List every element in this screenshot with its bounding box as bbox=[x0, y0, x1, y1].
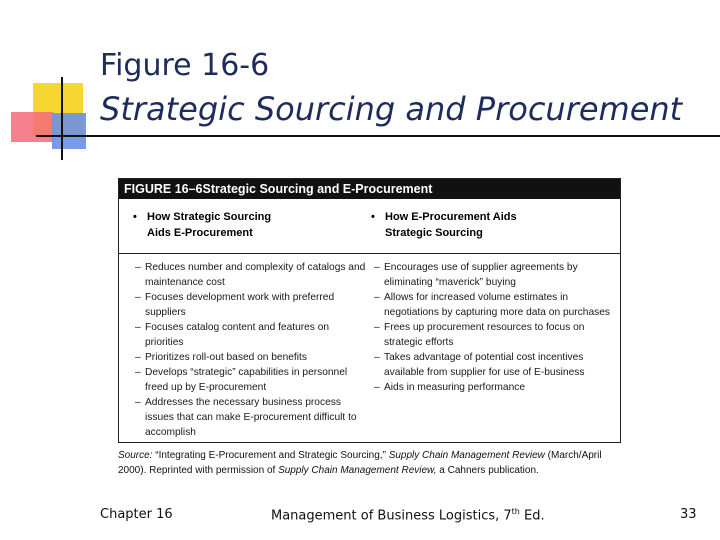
list-item-text: Focuses development work with preferred suppliers bbox=[145, 292, 335, 318]
dash-icon: – bbox=[135, 322, 141, 333]
list-item-text: Frees up procurement resources to focus on strategic efforts bbox=[384, 322, 585, 348]
list-item-text: Aids in measuring performance bbox=[384, 382, 525, 393]
list-item bbox=[372, 320, 612, 350]
list-item-text: Takes advantage of potential cost incentives available from supplier for use of E-business bbox=[384, 352, 585, 378]
dash-icon: – bbox=[374, 382, 380, 393]
footer-book-title bbox=[271, 507, 545, 523]
source-journal: Supply Chain Management Review, bbox=[278, 465, 437, 476]
logo-vertical-line bbox=[61, 77, 63, 160]
left-heading-line1: How Strategic Sourcing bbox=[147, 211, 272, 223]
slide-subtitle: Strategic Sourcing and Procurement bbox=[100, 90, 683, 128]
list-item-text: Encourages use of supplier agreements by eliminating “maverick” buying bbox=[384, 262, 578, 288]
bullet-icon: • bbox=[133, 211, 137, 223]
left-heading-line2: Aids E-Procurement bbox=[147, 227, 253, 239]
page-number: 33 bbox=[680, 507, 697, 522]
list-item bbox=[133, 395, 367, 440]
list-item bbox=[372, 350, 612, 380]
logo-red-square bbox=[11, 112, 53, 142]
slide-title: Figure 16-6 bbox=[100, 48, 270, 83]
list-item bbox=[133, 350, 367, 365]
dash-icon: – bbox=[135, 397, 141, 408]
source-text: a Cahners publication. bbox=[436, 465, 539, 476]
source-citation bbox=[118, 448, 628, 478]
footer-book-end: Ed. bbox=[519, 508, 545, 524]
list-item bbox=[133, 290, 367, 320]
logo-blue-square bbox=[52, 113, 86, 149]
dash-icon: – bbox=[374, 262, 380, 273]
list-item bbox=[372, 380, 612, 395]
left-column bbox=[133, 260, 367, 440]
right-column bbox=[372, 260, 612, 395]
list-item-text: Develops “strategic” capabilities in personnel freed up by E-procurement bbox=[145, 367, 348, 393]
right-heading-line1: How E-Procurement Aids bbox=[385, 211, 517, 223]
dash-icon: – bbox=[374, 322, 380, 333]
list-item-text: Addresses the necessary business process issues that can make E-procurement difficult to accomplish bbox=[145, 397, 357, 438]
title-underline bbox=[36, 135, 720, 137]
dash-icon: – bbox=[135, 292, 141, 303]
dash-icon: – bbox=[135, 262, 141, 273]
figure-box bbox=[118, 178, 621, 443]
source-journal: Supply Chain Management Review bbox=[388, 450, 545, 461]
list-item bbox=[133, 365, 367, 395]
list-item-text: Focuses catalog content and features on priorities bbox=[145, 322, 330, 348]
list-item bbox=[133, 260, 367, 290]
dash-icon: – bbox=[374, 352, 380, 363]
right-heading bbox=[371, 209, 591, 241]
list-item bbox=[372, 290, 612, 320]
list-item-text: Prioritizes roll-out based on benefits bbox=[145, 352, 307, 363]
figure-title: FIGURE 16–6Strategic Sourcing and E-Procurement bbox=[119, 179, 620, 199]
list-item-text: Reduces number and complexity of catalogs and maintenance cost bbox=[145, 262, 366, 288]
footer-book-sup: th bbox=[511, 507, 520, 516]
dash-icon: – bbox=[135, 352, 141, 363]
source-text: “Integrating E-Procurement and Strategic Sourcing,” bbox=[152, 450, 389, 461]
list-item bbox=[372, 260, 612, 290]
right-heading-line2: Strategic Sourcing bbox=[385, 227, 483, 239]
source-label: Source: bbox=[118, 450, 153, 461]
list-item-text: Allows for increased volume estimates in negotiations by capturing more data on purchases bbox=[384, 292, 610, 318]
bullet-icon: • bbox=[371, 211, 375, 223]
left-heading bbox=[133, 209, 353, 241]
figure-headings bbox=[119, 199, 620, 254]
dash-icon: – bbox=[374, 292, 380, 303]
footer-chapter: Chapter 16 bbox=[100, 507, 173, 522]
list-item bbox=[133, 320, 367, 350]
dash-icon: – bbox=[135, 367, 141, 378]
source-text: (March/April 2000). Reprinted with permission of bbox=[118, 450, 602, 476]
footer-book-main: Management of Business Logistics, 7 bbox=[271, 508, 512, 524]
